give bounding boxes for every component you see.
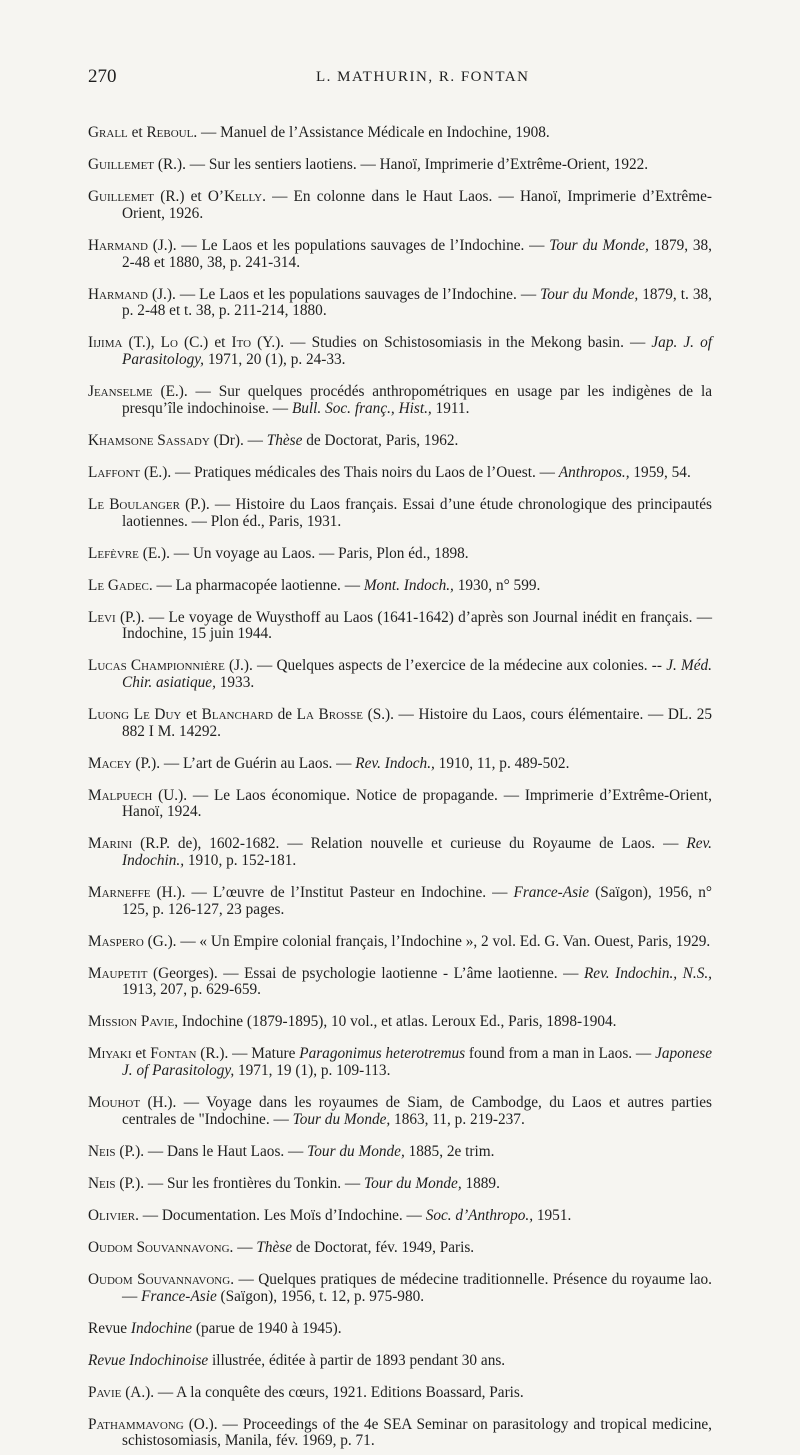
author-name: Fontan [150, 1045, 197, 1063]
bibliography-entry [88, 707, 712, 740]
bibliography-entry [88, 1417, 712, 1450]
author-name: Le Boulanger [88, 495, 180, 513]
entry-text: (O.). — Proceedings of the 4e SEA Seminar on parasitology and tropical medicine, schistosomiasis, Manila, fév. 1969, p. 71. [122, 1415, 712, 1450]
author-name: O’Kelly [207, 188, 263, 206]
bibliography-entry [88, 1046, 712, 1079]
entry-text: et [131, 1045, 151, 1063]
bibliography-entry [88, 125, 712, 142]
entry-text: 1910, p. 152-181. [184, 852, 297, 870]
bibliography-entry [88, 287, 712, 320]
italic-text: Revue Indochinoise [88, 1351, 209, 1369]
author-name: Oudom Souvannavong [88, 1270, 231, 1288]
bibliography-entry [88, 157, 712, 174]
entry-text: 1913, 207, p. 629-659. [122, 981, 261, 999]
entry-text: 1911. [431, 399, 470, 417]
author-name: Lo [160, 334, 178, 352]
author-name: Mouhot [88, 1094, 141, 1112]
entry-text: et [181, 705, 202, 723]
entry-text: (P.). — Dans le Haut Laos. — [115, 1142, 308, 1160]
italic-text: Jap. J. of Parasitology, [122, 334, 713, 369]
author-name: Malpuech [88, 786, 153, 804]
entry-text: (R.). — Sur les sentiers laotiens. — Hanoï, Imprimerie d’Extrême-Orient, 1922. [154, 156, 649, 174]
bibliography-entry [88, 1144, 712, 1161]
italic-text: Mont. Indoch., [363, 576, 454, 594]
author-name: Ito [231, 334, 252, 352]
author-name: Olivier [88, 1206, 136, 1224]
entry-text: , Indochine (1879-1895), 10 vol., et atlas. Leroux Ed., Paris, 1898-1904. [174, 1013, 617, 1031]
entry-text: (Y.). — Studies on Schistosomiasis in the Mekong basin. — [251, 334, 652, 352]
italic-text: Thèse [266, 431, 303, 449]
entry-text: . — Quelques pratiques de médecine traditionnelle. Présence du royaume lao. — [122, 1270, 712, 1305]
italic-text: Paragonimus heterotremus [299, 1045, 466, 1063]
bibliography-entry [88, 238, 712, 271]
italic-text: Anthropos., [558, 463, 630, 481]
italic-text: Tour du Monde, [549, 237, 649, 254]
entry-text: 1879, 38, 2-48 et 1880, 38, p. 241-314. [122, 237, 712, 271]
author-name: Blanchard [201, 705, 273, 723]
italic-text: J. Méd. Chir. asiatique, [122, 657, 712, 691]
italic-text: Rev. Indochin., N.S., [583, 964, 713, 982]
running-head: L. MATHURIN, R. FONTAN [316, 69, 530, 85]
entry-text: illustrée, éditée à partir de 1893 pendant 30 ans. [208, 1351, 506, 1369]
entry-text: (Saïgon), 1956, n° 125, p. 126-127, 23 pages. [122, 884, 712, 918]
author-name: Pavie [88, 1383, 122, 1401]
bibliography-entry [88, 1095, 712, 1128]
author-name: Jeanselme [88, 383, 153, 401]
bibliography-entry [88, 788, 712, 821]
author-name: Oudom Souvannavong [88, 1238, 230, 1256]
author-name: Pathammavong [88, 1415, 184, 1433]
italic-text: Tour du Monde, [307, 1142, 405, 1160]
italic-text: Thèse [256, 1238, 293, 1256]
entry-text: (S.). — Histoire du Laos, cours élémentaire. — DL. 25 882 I M. 14292. [122, 705, 713, 740]
bibliography-entry [88, 836, 712, 869]
bibliography-entry [88, 1321, 712, 1338]
entry-text: (Saïgon), 1956, t. 12, p. 975-980. [216, 1287, 425, 1305]
author-name: Marneffe [88, 884, 151, 902]
bibliography-entry [88, 1208, 712, 1225]
entry-text: (P.). — Sur les frontières du Tonkin. — [115, 1174, 365, 1192]
entry-text: 1933. [215, 673, 255, 691]
entry-text: (J.). — Le Laos et les populations sauvages de l’Indochine. — [147, 237, 550, 254]
author-name: Grall [88, 124, 128, 142]
entry-text: 1863, 11, p. 219-237. [390, 1110, 525, 1128]
author-name: Laffont [88, 463, 141, 481]
italic-text: Soc. d’Anthropo., [425, 1206, 534, 1224]
italic-text: France-Asie [513, 884, 590, 902]
author-name: Neis [88, 1142, 116, 1160]
entry-text: (parue de 1940 à 1945). [192, 1319, 342, 1337]
entry-text: (E.). — Un voyage au Laos. — Paris, Plon éd., 1898. [138, 544, 469, 562]
author-name: Guillemet [88, 188, 155, 206]
entry-text: (P.). — Histoire du Laos français. Essai d’une étude chronologique des principautés laotiennes. — Plon éd., Paris, 1931. [122, 495, 712, 530]
entry-text: (A.). — A la conquête des cœurs, 1921. Editions Boassard, Paris. [121, 1383, 524, 1401]
entry-text: 1889. [461, 1174, 500, 1192]
bibliography-entry [88, 1353, 712, 1370]
author-name: Iijima [88, 334, 123, 352]
author-name: Maspero [88, 932, 144, 950]
bibliography-entry [88, 1014, 712, 1031]
author-name: Luong Le Duy [88, 705, 182, 723]
entry-text: (H.). — Voyage dans les royaumes de Siam, de Cambodge, du Laos et autres parties centrales de "Indochine. — [122, 1094, 712, 1128]
bibliography-entry [88, 1272, 712, 1305]
italic-text: Tour du Monde, [540, 285, 639, 303]
author-name: Khamsone Sassady [88, 431, 210, 449]
entry-text: (E.). — Pratiques médicales des Thais noirs du Laos de l’Ouest. — [140, 463, 559, 481]
author-name: Levi [88, 608, 116, 626]
author-name: Guillemet [88, 156, 155, 174]
bibliography-entry [88, 189, 712, 222]
entry-text: (G.). — « Un Empire colonial français, l’Indochine », 2 vol. Ed. G. Van. Ouest, Paris, 1929. [143, 932, 711, 950]
author-name: Neis [88, 1174, 116, 1192]
italic-text: Rev. Indochin., [122, 835, 712, 870]
author-name: Harmand [88, 237, 148, 254]
entry-text: de Doctorat, Paris, 1962. [302, 431, 459, 449]
bibliography-entry [88, 465, 712, 482]
author-name: Harmand [88, 285, 148, 303]
bibliography-entry [88, 433, 712, 450]
entry-text: . — [229, 1238, 257, 1256]
entry-text: (R.) et [154, 188, 208, 206]
bibliography-entry [88, 885, 712, 918]
italic-text: Japonese J. of Parasitology, [122, 1045, 712, 1080]
page-header [88, 66, 712, 94]
author-name: Miyaki [88, 1045, 132, 1063]
entry-text: (R.). — Mature [196, 1045, 300, 1063]
author-name: Macey [88, 754, 132, 772]
entry-text: Revue [88, 1319, 131, 1337]
bibliography-list [88, 110, 712, 1455]
italic-text: Tour du Monde, [292, 1110, 391, 1128]
entry-text: 1930, n° 599. [453, 576, 541, 594]
bibliography-entry [88, 384, 712, 417]
entry-text: (P.). — L’art de Guérin au Laos. — [131, 754, 356, 772]
entry-text: (C.) et [177, 334, 232, 352]
entry-text: 1971, 19 (1), p. 109-113. [234, 1062, 391, 1080]
entry-text: (Georges). — Essai de psychologie laotienne - L’âme laotienne. — [147, 964, 584, 982]
bibliography-entry [88, 497, 712, 530]
entry-text: (P.). — Le voyage de Wuysthoff au Laos (1641-1642) d’après son Journal inédit en français. — Indochine, 15 juin 1944. [115, 608, 712, 643]
italic-text: Bull. Soc. franç., Hist., [291, 399, 432, 417]
bibliography-entry [88, 934, 712, 951]
italic-text: Rev. Indoch., [355, 754, 435, 772]
bibliography-entry [88, 756, 712, 773]
bibliography-entry [88, 1240, 712, 1257]
bibliography-entry [88, 578, 712, 595]
author-name: Maupetit [88, 964, 148, 982]
entry-text: (T.), [122, 334, 161, 352]
author-name: Reboul [146, 124, 194, 142]
entry-text: (U.). — Le Laos économique. Notice de propagande. — Imprimerie d’Extrême-Orient, Hanoï, 1924. [122, 786, 712, 821]
entry-text: (H.). — L’œuvre de l’Institut Pasteur en Indochine. — [150, 884, 514, 902]
entry-text: . — Documentation. Les Moïs d’Indochine. — [135, 1206, 426, 1224]
author-name: Mission Pavie [88, 1013, 175, 1031]
bibliography-entry [88, 335, 712, 368]
entry-text: 1971, 20 (1), p. 24-33. [204, 351, 346, 369]
entry-text: (J.). — Quelques aspects de l’exercice de la médecine aux colonies. -- [224, 657, 667, 675]
author-name: Marini [88, 835, 133, 853]
bibliography-entry [88, 1385, 712, 1402]
entry-text: de [272, 705, 297, 723]
entry-text: 1885, 2e trim. [404, 1142, 495, 1160]
entry-text: de Doctorat, fév. 1949, Paris. [292, 1238, 475, 1256]
bibliography-entry [88, 610, 712, 643]
author-name: Le Gadec [88, 576, 149, 594]
entry-text: 1910, 11, p. 489-502. [434, 754, 570, 772]
entry-text: (Dr). — [209, 431, 267, 449]
italic-text: France-Asie [141, 1287, 217, 1305]
entry-text: (R.P. de), 1602-1682. — Relation nouvelle et curieuse du Royaume de Laos. — [132, 835, 687, 853]
author-name: Lucas Championnière [88, 657, 225, 675]
italic-text: Tour du Monde, [364, 1174, 462, 1192]
author-name: Lefèvre [88, 544, 139, 562]
entry-text: (J.). — Le Laos et les populations sauvages de l’Indochine. — [147, 285, 541, 303]
author-name: La Brosse [296, 705, 363, 723]
entry-text: et [127, 124, 147, 142]
italic-text: Indochine [130, 1319, 193, 1337]
bibliography-entry [88, 546, 712, 563]
entry-text: 1959, 54. [629, 463, 691, 481]
entry-text: . — Manuel de l’Assistance Médicale en Indochine, 1908. [193, 124, 550, 142]
bibliography-entry [88, 1176, 712, 1193]
entry-text: 1951. [533, 1206, 572, 1224]
entry-text: found from a man in Laos. — [465, 1045, 656, 1063]
bibliography-entry [88, 966, 712, 999]
bibliography-entry [88, 658, 712, 691]
entry-text: . — En colonne dans le Haut Laos. — Hanoï, Imprimerie d’Extrême-Orient, 1926. [122, 188, 713, 222]
entry-text: . — La pharmacopée laotienne. — [148, 576, 364, 594]
entry-text: (E.). — Sur quelques procédés anthropométriques en usage par les indigènes de la presqu’île indochinoise. — [122, 383, 712, 417]
page-number: 270 [88, 66, 117, 87]
entry-text: 1879, t. 38, p. 2-48 et t. 38, p. 211-214, 1880. [122, 285, 712, 320]
